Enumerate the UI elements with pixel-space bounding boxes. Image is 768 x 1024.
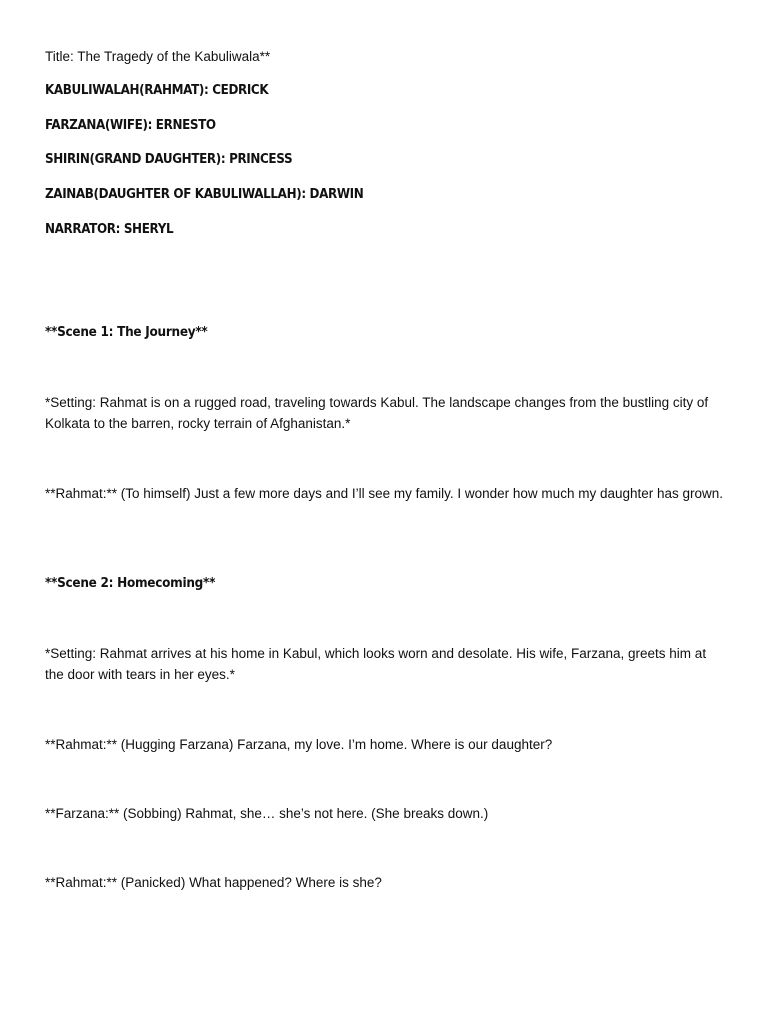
scene-2-setting: *Setting: Rahmat arrives at his home in Kabul, which looks worn and desolate. His wife, Farzana, greets him at the door with tears in her eyes.* [45,646,707,682]
cast-line-kabuliwalah: KABULIWALAH(RAHMAT): CEDRICK [45,83,269,98]
scene-2-dialogue-farzana: **Farzana:** (Sobbing) Rahmat, she… she’s not here. (She breaks down.) [45,806,489,821]
scene-1-heading: **Scene 1: The Journey** [45,325,208,340]
scene-1-setting: *Setting: Rahmat is on a rugged road, traveling towards Kabul. The landscape changes from the bustling city of Kolkata to the barren, rocky terrain of Afghanistan.* [45,395,709,431]
title-line: Title: The Tragedy of the Kabuliwala** [45,49,271,64]
scene-2-heading: **Scene 2: Homecoming** [45,576,216,591]
cast-line-narrator: NARRATOR: SHERYL [45,222,174,237]
cast-line-shirin: SHIRIN(GRAND DAUGHTER): PRINCESS [45,152,293,167]
scene-2-dialogue-rahmat-1: **Rahmat:** (Hugging Farzana) Farzana, my love. I’m home. Where is our daughter? [45,737,553,752]
scene-2-dialogue-rahmat-2: **Rahmat:** (Panicked) What happened? Where is she? [45,875,382,890]
scene-1-dialogue-rahmat: **Rahmat:** (To himself) Just a few more days and I’ll see my family. I wonder how much my daughter has grown. [45,486,724,501]
cast-line-farzana: FARZANA(WIFE): ERNESTO [45,118,216,133]
cast-line-zainab: ZAINAB(DAUGHTER OF KABULIWALLAH): DARWIN [45,187,364,202]
